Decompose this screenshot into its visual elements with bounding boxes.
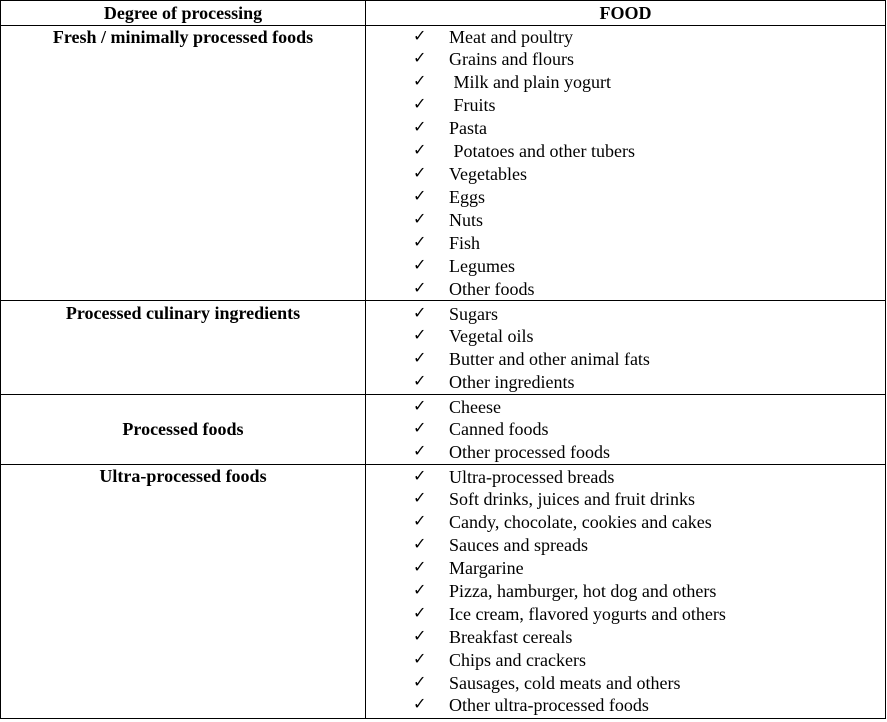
food-label: Soft drinks, juices and fruit drinks [449, 489, 695, 509]
food-label: Milk and plain yogurt [449, 72, 611, 92]
checkmark-icon: ✓ [413, 255, 427, 274]
food-list-item [366, 695, 886, 718]
checkmark-icon: ✓ [413, 186, 427, 205]
food-label: Ultra-processed breads [449, 467, 615, 487]
checkmark-icon: ✓ [413, 511, 427, 530]
food-label: Other processed foods [449, 442, 610, 462]
food-list-item [366, 279, 886, 302]
food-list-item [366, 27, 886, 50]
food-label: Pizza, hamburger, hot dog and others [449, 581, 717, 601]
checkmark-icon: ✓ [413, 672, 427, 691]
food-list-item [366, 489, 886, 512]
checkmark-icon: ✓ [413, 140, 427, 159]
header-divider [0, 25, 886, 26]
food-label: Vegetal oils [449, 326, 534, 346]
table-border-left [0, 0, 1, 719]
food-list-item [366, 581, 886, 604]
food-list-item [366, 326, 886, 349]
checkmark-icon: ✓ [413, 603, 427, 622]
food-label: Other ultra-processed foods [449, 695, 649, 715]
food-label: Cheese [449, 397, 501, 417]
header-degree-of-processing: Degree of processing [103, 3, 263, 23]
food-list-item [366, 467, 886, 490]
food-label: Other ingredients [449, 372, 575, 392]
food-list-item [366, 304, 886, 327]
checkmark-icon: ✓ [413, 48, 427, 67]
checkmark-icon: ✓ [413, 348, 427, 367]
checkmark-icon: ✓ [413, 626, 427, 645]
checkmark-icon: ✓ [413, 71, 427, 90]
checkmark-icon: ✓ [413, 534, 427, 553]
food-label: Grains and flours [449, 49, 574, 69]
food-list-item [366, 72, 886, 95]
checkmark-icon: ✓ [413, 371, 427, 390]
food-list-item [366, 210, 886, 233]
food-list-item [366, 118, 886, 141]
food-label: Pasta [449, 118, 487, 138]
degree-ultra-processed-foods: Ultra-processed foods [99, 466, 267, 486]
checkmark-icon: ✓ [413, 209, 427, 228]
food-list-item [366, 141, 886, 164]
food-label: Potatoes and other tubers [449, 141, 635, 161]
food-list-item [366, 233, 886, 256]
food-list-item [366, 164, 886, 187]
checkmark-icon: ✓ [413, 418, 427, 437]
food-label: Chips and crackers [449, 650, 586, 670]
checkmark-icon: ✓ [413, 94, 427, 113]
checkmark-icon: ✓ [413, 466, 427, 485]
food-label: Sauces and spreads [449, 535, 588, 555]
food-label: Eggs [449, 187, 485, 207]
food-label: Margarine [449, 558, 524, 578]
food-list-item [366, 372, 886, 395]
checkmark-icon: ✓ [413, 580, 427, 599]
food-list-item [366, 650, 886, 673]
degree-fresh-minimally-processed: Fresh / minimally processed foods [52, 27, 314, 47]
food-label: Butter and other animal fats [449, 349, 650, 369]
food-list-item [366, 442, 886, 465]
checkmark-icon: ✓ [413, 232, 427, 251]
food-list-item [366, 512, 886, 535]
table-border-top [0, 0, 886, 1]
checkmark-icon: ✓ [413, 488, 427, 507]
checkmark-icon: ✓ [413, 649, 427, 668]
header-food: FOOD [599, 3, 652, 23]
table-border-bottom [0, 718, 886, 719]
food-list-item [366, 535, 886, 558]
checkmark-icon: ✓ [413, 694, 427, 713]
food-label: Fruits [449, 95, 496, 115]
checkmark-icon: ✓ [413, 325, 427, 344]
food-list-item [366, 187, 886, 210]
checkmark-icon: ✓ [413, 278, 427, 297]
food-list-item [366, 49, 886, 72]
food-label: Canned foods [449, 419, 549, 439]
food-label: Legumes [449, 256, 515, 276]
food-label: Vegetables [449, 164, 527, 184]
food-label: Sausages, cold meats and others [449, 673, 681, 693]
food-list-item [366, 397, 886, 420]
checkmark-icon: ✓ [413, 396, 427, 415]
food-label: Sugars [449, 304, 498, 324]
degree-processed-foods: Processed foods [122, 419, 244, 439]
food-list-item [366, 604, 886, 627]
food-list-item [366, 558, 886, 581]
checkmark-icon: ✓ [413, 557, 427, 576]
degree-processed-culinary-ingredients: Processed culinary ingredients [65, 303, 301, 323]
food-label: Other foods [449, 279, 535, 299]
food-label: Fish [449, 233, 481, 253]
checkmark-icon: ✓ [413, 163, 427, 182]
food-list-item [366, 349, 886, 372]
food-label: Candy, chocolate, cookies and cakes [449, 512, 712, 532]
food-list-item [366, 673, 886, 696]
food-list-item [366, 256, 886, 279]
food-label: Breakfast cereals [449, 627, 573, 647]
checkmark-icon: ✓ [413, 303, 427, 322]
food-label: Meat and poultry [449, 27, 573, 47]
checkmark-icon: ✓ [413, 117, 427, 136]
checkmark-icon: ✓ [413, 441, 427, 460]
food-label: Nuts [449, 210, 484, 230]
food-label: Ice cream, flavored yogurts and others [449, 604, 726, 624]
food-list-item [366, 627, 886, 650]
checkmark-icon: ✓ [413, 26, 427, 45]
food-list-item [366, 95, 886, 118]
food-list-item [366, 419, 886, 442]
